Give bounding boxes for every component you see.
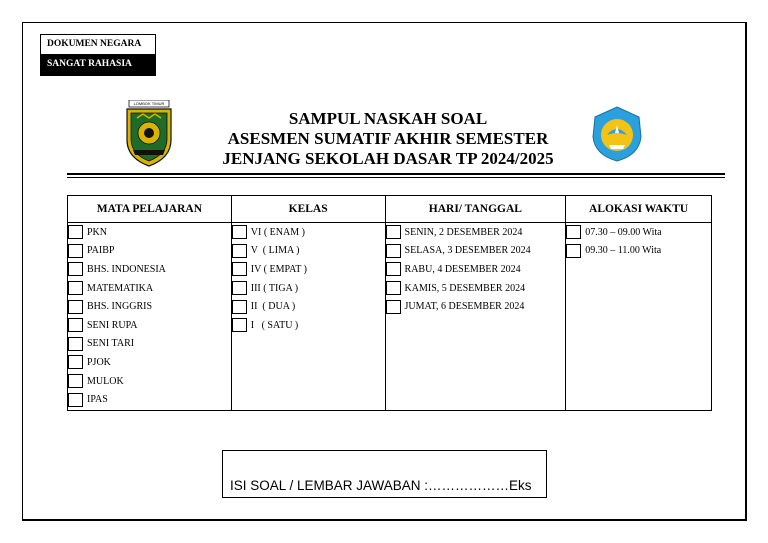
subject-option[interactable] bbox=[68, 242, 231, 261]
date-option[interactable] bbox=[386, 223, 566, 242]
checkbox[interactable] bbox=[68, 337, 83, 351]
class-label: V ( LIMA ) bbox=[250, 245, 300, 257]
checkbox[interactable] bbox=[566, 244, 581, 258]
date-label: KAMIS, 5 DESEMBER 2024 bbox=[404, 282, 526, 294]
subject-label: MULOK bbox=[87, 375, 124, 387]
subject-option[interactable] bbox=[68, 372, 231, 391]
hari-tanggal-column bbox=[385, 223, 566, 411]
date-option[interactable] bbox=[386, 279, 566, 298]
badge-line-1: DOKUMEN NEGARA bbox=[47, 39, 142, 49]
date-label: JUMAT, 6 DESEMBER 2024 bbox=[404, 301, 525, 313]
checkbox[interactable] bbox=[68, 393, 83, 407]
class-label: IV ( EMPAT ) bbox=[250, 263, 307, 275]
header-alokasi-waktu: ALOKASI WAKTU bbox=[566, 196, 712, 223]
class-option[interactable] bbox=[232, 279, 385, 298]
subject-option[interactable] bbox=[68, 260, 231, 279]
subject-option[interactable] bbox=[68, 279, 231, 298]
class-label: VI ( ENAM ) bbox=[250, 226, 305, 238]
subject-option[interactable] bbox=[68, 316, 231, 335]
checkbox[interactable] bbox=[232, 262, 247, 276]
exam-details-table bbox=[67, 195, 712, 411]
time-label: 07.30 – 09.00 Wita bbox=[585, 226, 662, 238]
crest-caption: LOMBOK TIMUR bbox=[133, 101, 165, 107]
class-label: I ( SATU ) bbox=[250, 319, 299, 331]
subject-option[interactable] bbox=[68, 353, 231, 372]
checkbox[interactable] bbox=[232, 318, 247, 332]
subject-label: IPAS bbox=[87, 394, 108, 406]
badge-line-2: SANGAT RAHASIA bbox=[41, 54, 155, 75]
subject-label: MATEMATIKA bbox=[87, 282, 154, 294]
time-option[interactable] bbox=[566, 242, 711, 261]
checkbox[interactable] bbox=[68, 244, 83, 258]
header-mata-pelajaran: MATA PELAJARAN bbox=[68, 196, 232, 223]
document-page bbox=[22, 22, 747, 521]
checkbox[interactable] bbox=[68, 281, 83, 295]
subject-option[interactable] bbox=[68, 223, 231, 242]
checkbox[interactable] bbox=[386, 262, 401, 276]
date-label: SENIN, 2 DESEMBER 2024 bbox=[404, 226, 523, 238]
class-option[interactable] bbox=[232, 297, 385, 316]
answer-sheet-count-box[interactable] bbox=[222, 450, 547, 498]
header-kelas: KELAS bbox=[231, 196, 385, 223]
title-line-2: ASESMEN SUMATIF AKHIR SEMESTER bbox=[227, 129, 549, 148]
checkbox[interactable] bbox=[232, 225, 247, 239]
date-label: SELASA, 3 DESEMBER 2024 bbox=[404, 245, 531, 257]
classification-badge bbox=[40, 34, 156, 76]
checkbox[interactable] bbox=[68, 225, 83, 239]
checkbox[interactable] bbox=[68, 262, 83, 276]
checkbox[interactable] bbox=[68, 374, 83, 388]
checkbox[interactable] bbox=[68, 300, 83, 314]
subject-option[interactable] bbox=[68, 297, 231, 316]
class-option[interactable] bbox=[232, 260, 385, 279]
subject-label: BHS. INDONESIA bbox=[87, 263, 166, 275]
subject-label: PAIBP bbox=[87, 245, 115, 257]
class-option[interactable] bbox=[232, 316, 385, 335]
class-label: II ( DUA ) bbox=[250, 301, 296, 313]
date-option[interactable] bbox=[386, 260, 566, 279]
subject-label: PJOK bbox=[87, 356, 111, 368]
checkbox[interactable] bbox=[68, 318, 83, 332]
alokasi-waktu-column bbox=[566, 223, 712, 411]
mata-pelajaran-column bbox=[68, 223, 232, 411]
header-rule-thick bbox=[67, 173, 725, 175]
lombok-timur-crest-icon bbox=[123, 100, 175, 168]
subject-label: PKN bbox=[87, 226, 108, 238]
title-line-3: JENJANG SEKOLAH DASAR TP 2024/2025 bbox=[222, 149, 554, 168]
title-line-1: SAMPUL NASKAH SOAL bbox=[288, 109, 488, 128]
checkbox[interactable] bbox=[232, 300, 247, 314]
class-option[interactable] bbox=[232, 223, 385, 242]
tut-wuri-handayani-icon bbox=[589, 105, 645, 163]
subject-label: SENI TARI bbox=[87, 338, 135, 350]
answer-sheet-count-label: ISI SOAL / LEMBAR JAWABAN :………………Eks bbox=[230, 478, 532, 493]
subject-option[interactable] bbox=[68, 335, 231, 354]
time-label: 09.30 – 11.00 Wita bbox=[585, 245, 662, 257]
date-option[interactable] bbox=[386, 297, 566, 316]
subject-label: BHS. INGGRIS bbox=[87, 301, 153, 313]
subject-label: SENI RUPA bbox=[87, 319, 138, 331]
checkbox[interactable] bbox=[386, 300, 401, 314]
date-option[interactable] bbox=[386, 242, 566, 261]
checkbox[interactable] bbox=[68, 355, 83, 369]
checkbox[interactable] bbox=[386, 244, 401, 258]
checkbox[interactable] bbox=[232, 281, 247, 295]
checkbox[interactable] bbox=[566, 225, 581, 239]
subject-option[interactable] bbox=[68, 390, 231, 409]
header-hari-tanggal: HARI/ TANGGAL bbox=[385, 196, 566, 223]
checkbox[interactable] bbox=[386, 225, 401, 239]
header-rule-thin bbox=[67, 177, 725, 178]
kelas-column bbox=[231, 223, 385, 411]
date-label: RABU, 4 DESEMBER 2024 bbox=[404, 263, 521, 275]
checkbox[interactable] bbox=[232, 244, 247, 258]
class-label: III ( TIGA ) bbox=[250, 282, 299, 294]
class-option[interactable] bbox=[232, 242, 385, 261]
document-title bbox=[193, 109, 583, 169]
checkbox[interactable] bbox=[386, 281, 401, 295]
time-option[interactable] bbox=[566, 223, 711, 242]
